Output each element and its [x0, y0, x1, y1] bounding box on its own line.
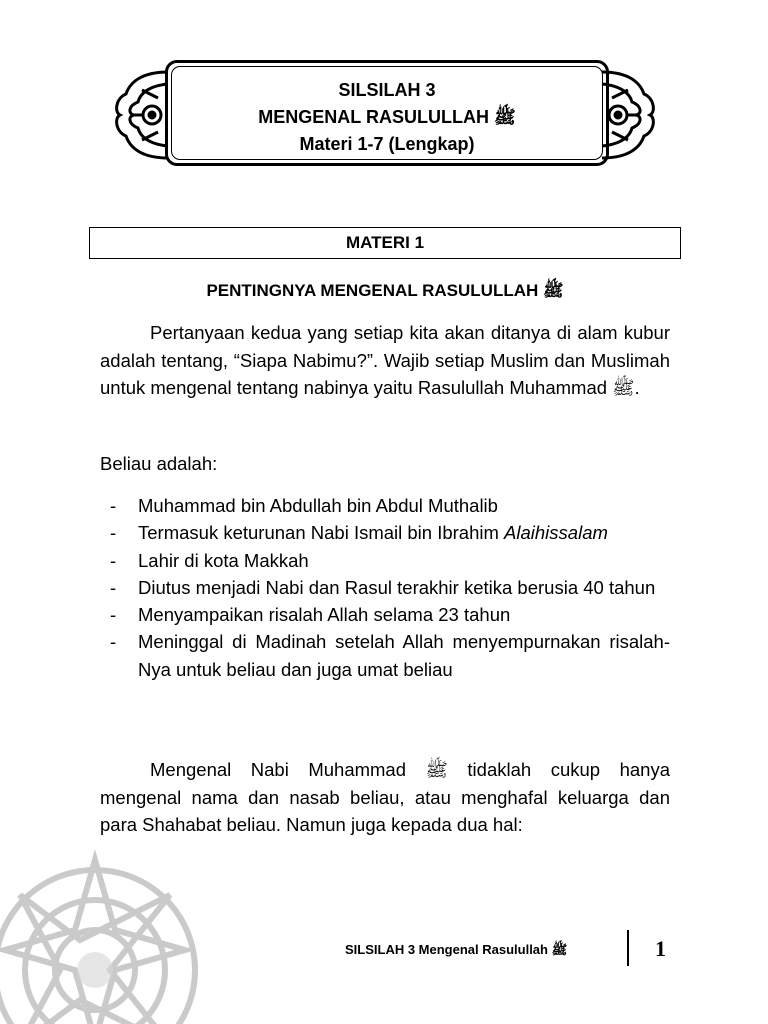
- title-line-series: SILSILAH 3: [338, 80, 436, 100]
- list-intro: Beliau adalah:: [100, 453, 218, 474]
- page-number: 1: [655, 936, 666, 961]
- dash-marker: -: [110, 576, 117, 598]
- dash-marker: -: [110, 495, 117, 516]
- list-item: [100, 519, 670, 546]
- list-item: [100, 547, 670, 574]
- title-line-topic: MENGENAL RASULULLAH ﷺ: [258, 107, 516, 127]
- list-item-text: Menyampaikan risalah Allah selama 23 tahun: [138, 604, 511, 626]
- paragraph-intro: Pertanyaan kedua yang setiap kita akan ditanya di alam kubur adalah tentang, “Siapa Nabimu?”. Wajib setiap Muslim dan Muslimah untuk mengenal tentang nabinya yaitu Rasulullah Muhammad ﷺ.: [100, 322, 670, 398]
- ornament-watermark: [0, 820, 260, 1024]
- title-frame: [165, 60, 609, 166]
- dash-marker: -: [110, 604, 117, 626]
- dash-marker: -: [110, 631, 117, 653]
- list-item-text: Lahir di kota Makkah: [138, 549, 309, 571]
- left-ornament-icon: [112, 68, 170, 162]
- list-item: [100, 601, 670, 628]
- paragraph-closing: Mengenal Nabi Muhammad ﷺ tidaklah cukup hanya mengenal nama dan nasab beliau, atau menghafal keluarga dan para Shahabat beliau. Namun juga kepada dua hal:: [100, 759, 670, 835]
- footer-divider: [627, 930, 629, 966]
- footer-running-title: SILSILAH 3 Mengenal Rasulullah ﷺ: [345, 942, 568, 957]
- title-line-material: Materi 1-7 (Lengkap): [299, 134, 475, 154]
- list-item: [100, 628, 670, 683]
- dash-marker: -: [110, 522, 117, 544]
- title-block: [168, 77, 606, 158]
- list-item-text: Muhammad bin Abdullah bin Abdul Muthalib: [138, 495, 498, 516]
- list-item-italic: Alaihissalam: [504, 522, 608, 544]
- list-item: [100, 492, 670, 519]
- section-subheading: PENTINGNYA MENGENAL RASULULLAH ﷺ: [206, 281, 564, 300]
- list-item-text: Meninggal di Madinah setelah Allah menyempurnakan risalah-Nya untuk beliau dan juga umat beliau: [138, 631, 670, 680]
- list-item-text: Termasuk keturunan Nabi Ismail bin Ibrahim: [138, 522, 499, 544]
- dash-marker: -: [110, 549, 117, 571]
- section-header: MATERI 1: [89, 227, 681, 259]
- list-item: [100, 574, 670, 601]
- bullet-list: [100, 492, 670, 683]
- list-item-text: Diutus menjadi Nabi dan Rasul terakhir ketika berusia 40 tahun: [138, 576, 656, 598]
